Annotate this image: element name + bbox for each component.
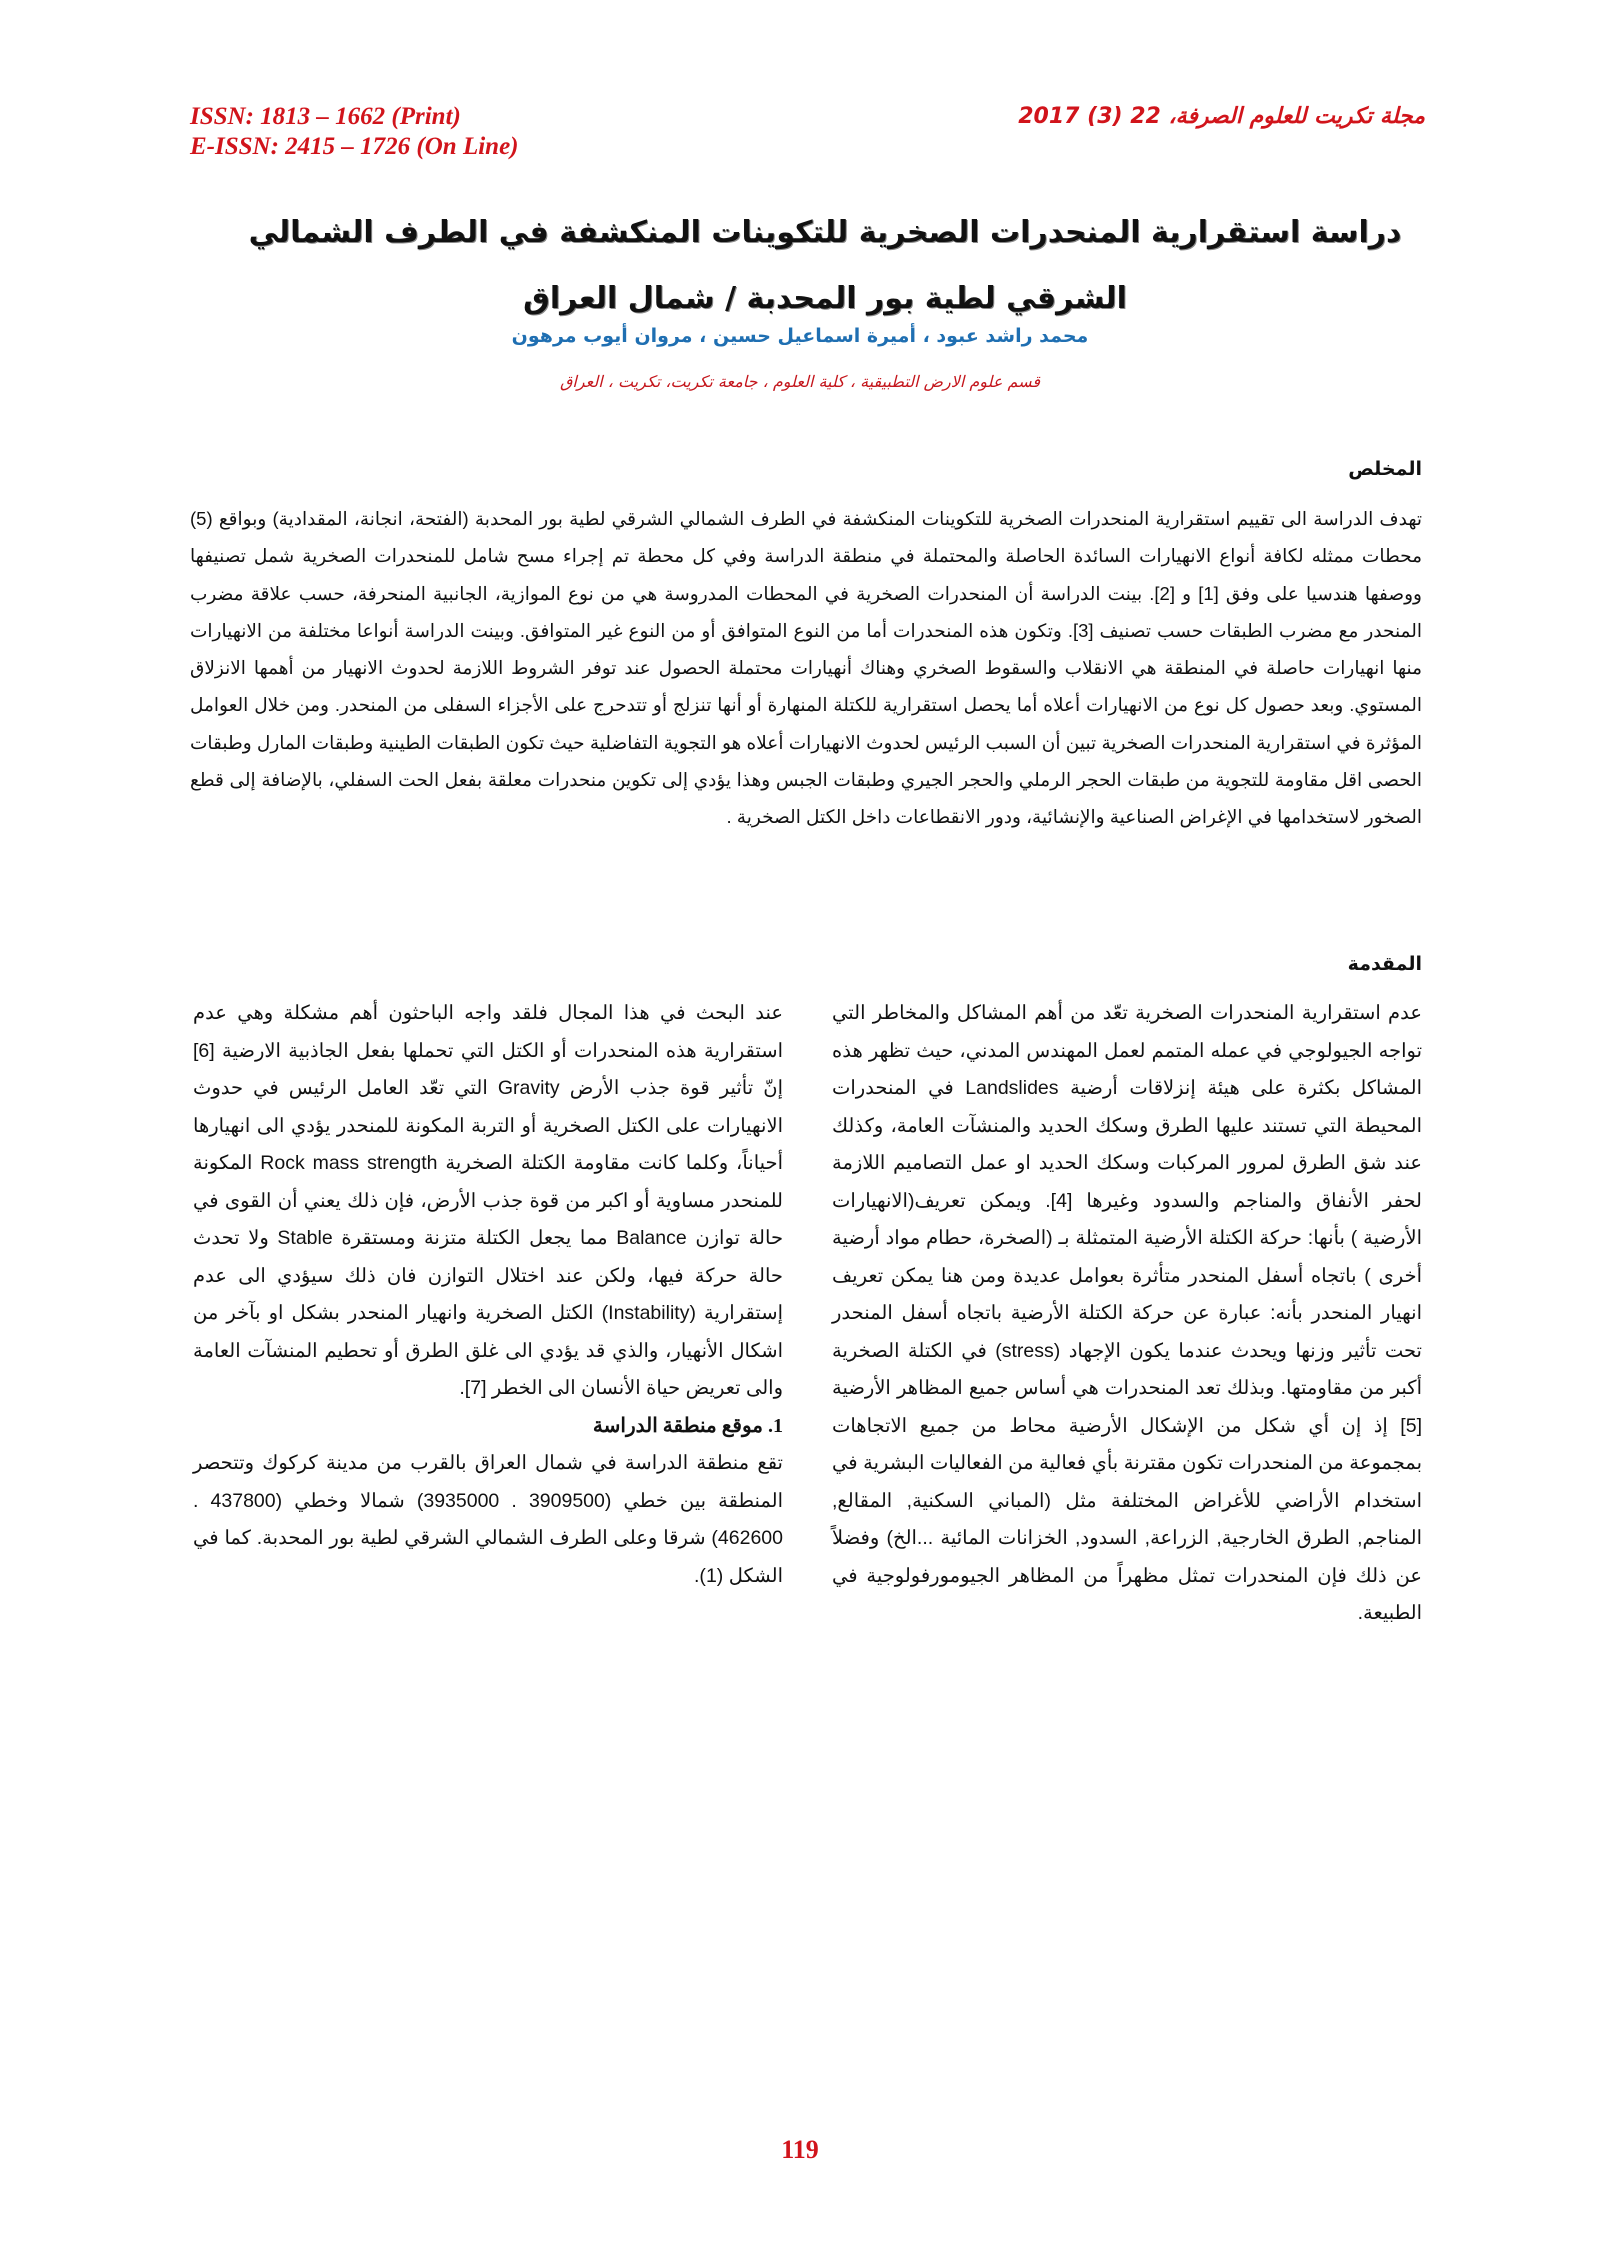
abstract-text: تهدف الدراسة الى تقييم استقرارية المنحدرات الصخرية للتكوينات المنكشفة في الطرف الشمالي الشرقي لطية بور المحدبة (الفتحة، انجانة، المقدادية) وبواقع (5) محطات ممثله لكافة أنواع الانهيارات السائدة الحاصلة والمحتملة في منطقة الدراسة وفي كل محطة تم إجراء مسح شامل للمنحدرات الصخرية شمل تصنيفها ووصفها هندسيا على وفق [1] و [2]. بينت الدراسة أن المنحدرات الصخرية في المحطات المدروسة هي من نوع الموازية، الجانبية المنحرفة، حسب علاقة مضرب المنحدر مع مضرب الطبقات حسب تصنيف [3]. وتكون هذه المنحدرات أما من النوع المتوافق أو من النوع غير المتوافق. وبينت الدراسة أنواعا مختلفة من الانهيارات منها انهيارات حاصلة في المنطقة هي الانقلاب والسقوط الصخري وهناك أنهيارات محتملة الحصول عند توفر الشروط اللازمة لحدوث الانهيار من أهمها الانزلاق المستوي. وبعد حصول كل نوع من الانهيارات أعلاه أما يحصل استقرارية للكتلة المنهارة أو أنها تنزلج أو تتدحرج على الأجزاء السفلى من المنحدر. ومن خلال العوامل المؤثرة في استقرارية المنحدرات الصخرية تبين أن السبب الرئيس لحدوث الانهيارات أعلاه هو التجوية التفاضلية حيث تكون الطبقات الطينية وطبقات المارل وطبقات الحصى اقل مقاومة للتجوية من طبقات الحجر الرملي والحجر الجيري وطبقات الجبس وهذا يؤدي إلى تكوين منحدرات معلقة بفعل الحت السفلي، بالإضافة إلى قطع الصخور لاستخدامها في الإغراض الصناعية والإنشائية، ودور الانقطاعات داخل الكتل الصخرية . — [190, 508, 1422, 828]
authors: محمد راشد عبود ، أميرة اسماعيل حسين ، مروان أيوب مرهون — [511, 325, 1089, 347]
section-1-text: تقع منطقة الدراسة في شمال العراق بالقرب من مدينة كركوك وتتحصر المنطقة بين خطي (3909500 . 3935000) شمالا وخطي (437800 . 462600) شرقا وعلى الطرف الشمالي الشرقي لطية بور المحدبة. كما في الشكل (1). — [193, 1452, 783, 1587]
intro-paragraph-2: عند البحث في هذا المجال فلقد واجه الباحثون أهم مشكلة وهي عدم استقرارية هذه المنحدرات أو الكتل التي تحملها بفعل الجاذبية الارضية [6] إنّ تأثير قوة جذب الأرض Gravity التي تعّد العامل الرئيس في حدوث الانهيارات على الكتل الصخرية أو التربة المكونة للمنحدر يؤدي الى انهيارها أحياناً، وكلما كانت مقاومة الكتلة الصخرية Rock mass strength المكونة للمنحدر مساوية أو اكبر من قوة جذب الأرض، فإن ذلك يعني أن القوى في حالة توازن Balance مما يجعل الكتلة متزنة ومستقرة Stable ولا تحدث حالة حركة فيها، ولكن عند اختلال التوازن فان ذلك سيؤدي الى عدم إستقرارية (Instability) الكتل الصخرية وانهيار المنحدر بشكل او بآخر من اشكال الأنهيار، والذي قد يؤدي الى غلق الطرق أو تحطيم المنشآت العامة والى تعريض حياة الأنسان الى الخطر [7]. — [193, 1002, 784, 1399]
issn-block — [190, 102, 519, 162]
introduction-heading: المقدمة — [1347, 953, 1422, 975]
page-number: 119 — [781, 2135, 819, 2164]
section-1-heading: 1. موقع منطقة الدراسة — [592, 1414, 783, 1437]
abstract-heading: المخلص — [1348, 458, 1422, 480]
affiliation: قسم علوم الارض التطبيقية ، كلية العلوم ، جامعة تكريت، تكريت ، العراق — [559, 372, 1041, 391]
issn-online: E-ISSN: 2415 – 1726 (On Line) — [190, 133, 519, 160]
paper-title: دراسة استقرارية المنحدرات الصخرية للتكوينات المنكشفة في الطرف الشمالي الشرقي لطية بور المحدبة / شمال العراق — [248, 215, 1402, 316]
left-column — [193, 995, 783, 1595]
intro-paragraph-1: عدم استقرارية المنحدرات الصخرية تعّد من أهم المشاكل والمخاطر التي تواجه الجيولوجي في عمله المتمم لعمل المهندس المدني، حيث تظهر هذه المشاكل بكثرة على هيئة إنزلاقات أرضية Landslides في المنحدرات المحيطة التي تستند عليها الطرق وسكك الحديد والمنشآت العامة، وكذلك عند شق الطرق لمرور المركبات وسكك الحديد او عمل التصاميم اللازمة لحفر الأنفاق والمناجم والسدود وغيرها [4]. ويمكن تعريف(الانهيارات الأرضية ) بأنها: حركة الكتلة الأرضية المتمثلة بـ (الصخرة، حطام مواد أرضية أخرى ) باتجاه أسفل المنحدر متأثرة بعوامل عديدة ومن هنا يمكن تعريف انهيار المنحدر بأنه: عبارة عن حركة الكتلة الأرضية باتجاه أسفل المنحدر تحت تأثير وزنها ويحدث عندما يكون الإجهاد (stress) في الكتلة الصخرية أكبر من مقاومتها. وبذلك تعد المنحدرات هي أساس جميع المظاهر الأرضية [5] إذ إن أي شكل من الإشكال الأرضية محاط من جميع الاتجاهات بمجموعة من المنحدرات تكون مقترنة بأي فعالية من الفعاليات البشرية في استخدام الأراضي للأغراض المختلفة مثل (المباني السكنية, المقالع, المناجم, الطرق الخارجية, الزراعة, السدود, الخزانات المائية ...الخ) وفضلاً عن ذلك فإن المنحدرات تمثل مظهراً من المظاهر الجيومورفولوجية في الطبيعة. — [832, 1002, 1422, 1624]
issn-print: ISSN: 1813 – 1662 (Print) — [190, 103, 461, 130]
right-column — [832, 995, 1422, 1633]
journal-citation: مجلة تكريت للعلوم الصرفة، 22 (3) 2017 — [1018, 104, 1425, 129]
